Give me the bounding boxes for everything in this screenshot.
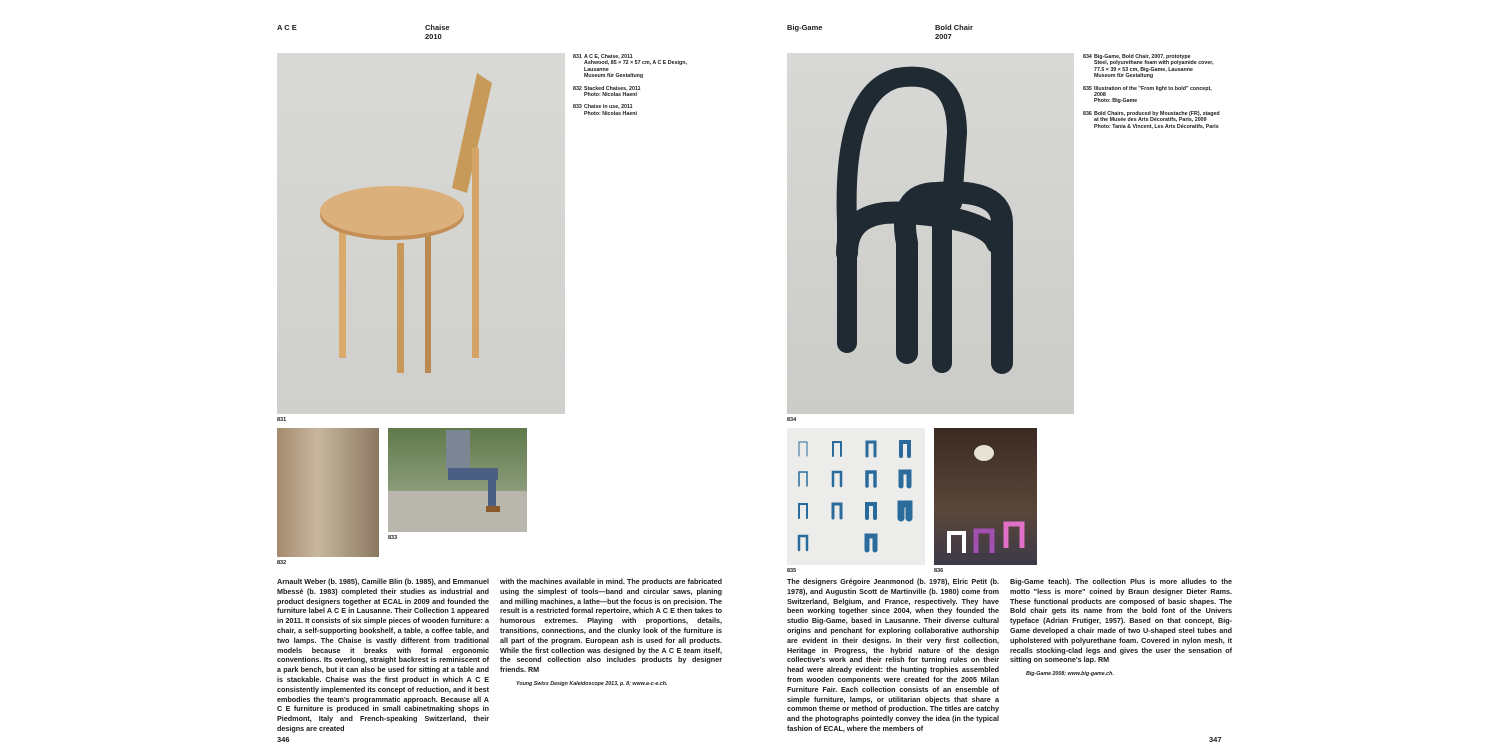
stacked-chaises-photo xyxy=(277,428,379,557)
chair-grid-illustration xyxy=(787,428,925,565)
image-label: 836 xyxy=(934,568,944,574)
body-text-column-2 xyxy=(1010,577,1232,678)
caption-line: A C E, Chaise, 2011 xyxy=(584,54,633,60)
bold-chair-illustration xyxy=(787,53,1074,414)
image-label: 834 xyxy=(787,417,797,423)
page-number: 347 xyxy=(1209,735,1222,744)
caption-line: Steel, polyurethane foam with polyamide cover, xyxy=(1094,60,1214,67)
source-note: Big-Game 2008; www.big-game.ch. xyxy=(1026,671,1114,678)
caption-number: 835 xyxy=(1083,85,1092,92)
image-label: 832 xyxy=(277,560,287,566)
caption-number: 831 xyxy=(573,54,582,60)
caption-835 xyxy=(1083,86,1253,105)
caption-line: 77.5 × 39 × 53 cm, Big-Game, Lausanne xyxy=(1094,66,1193,73)
caption-834 xyxy=(1083,54,1253,80)
caption-number: 833 xyxy=(573,104,582,111)
caption-number: 834 xyxy=(1083,54,1092,60)
body-paragraph: Big-Game teach). The collection Plus is more alludes to the motto "less is more" coined by Braun designer Dieter Rams. These functional products are composed of basic shapes. The Bold chair gets its name from the bold font of the Univers typeface (Adrian Frutiger, 1957). Based on that concept, Big-Game developed a chair made of two U-shaped steel tubes and upholstered with polyurethane foam. Covered in nylon mesh, it recalls stocking-clad legs and gives the user the sensation of sitting on someone's lap. RM xyxy=(1010,577,1232,665)
caption-line: Museum für Gestaltung xyxy=(1094,73,1154,80)
caption-line: Lausanne xyxy=(584,66,609,73)
caption-line: Stacked Chaises, 2011 xyxy=(584,85,641,92)
caption-line: Museum für Gestaltung xyxy=(584,73,644,80)
caption-number: 836 xyxy=(1083,110,1092,117)
body-text-column-1: Arnault Weber (b. 1985), Camille Blin (b. 1985), and Emmanuel Mbessé (b. 1983) completed their studies as industrial and product designers together at ECAL in 2009 and founded the furniture label A C E in Lausanne. Their Collection 1 appeared in 2011. It consists of six simple pieces of wooden furniture: a chair, a self-supporting bookshelf, a table, a coffee table, and two lamps. The Chaise is vastly different from traditional models because it breaks with formal ergonomic conventions. Its overlong, straight backrest is reminiscent of a park bench, but it can also be used for sitting at a table and is stackable. Chaise was the first product in which A C E consistently implemented its concept of reduction, and it best embodies the team's programmatic approach. Because all A C E furniture is produced in small cabinetmaking shops in Piedmont, Italy and French-speaking Switzerland, their designs are created xyxy=(277,577,489,733)
product-title: Chaise xyxy=(425,23,450,32)
image-label: 835 xyxy=(787,568,797,574)
body-text-column-2 xyxy=(500,577,722,688)
light-to-bold-illustration xyxy=(787,428,925,565)
product-heading xyxy=(425,23,450,41)
caption-line: Photo: Nicolas Haeni xyxy=(584,110,637,117)
caption-836 xyxy=(1083,111,1253,130)
caption-line: Bold Chairs, produced by Moustache (FR), staged xyxy=(1094,110,1220,117)
designer-heading: A C E xyxy=(277,23,297,32)
chaise-photo xyxy=(277,53,565,414)
image-label: 831 xyxy=(277,417,287,423)
image-label: 833 xyxy=(388,535,398,541)
caption-832 xyxy=(573,86,733,99)
product-title: Bold Chair xyxy=(935,23,973,32)
wooden-chair-illustration xyxy=(277,53,565,414)
bold-chairs-exhibition-photo xyxy=(934,428,1037,565)
product-year: 2010 xyxy=(425,32,442,41)
product-year: 2007 xyxy=(935,32,952,41)
chaise-in-use-photo xyxy=(388,428,527,532)
designer-heading: Big-Game xyxy=(787,23,823,32)
body-paragraph: with the machines available in mind. The products are fabricated using the simplest of tools—band and circular saws, planing and milling machines, a lathe—but the focus is on precision. The result is a restricted formal repertoire, which A C E then takes to humorous extremes. Playing with proportions, details, transitions, connections, and the clunky look of the furniture is all part of the program. European ash is used for all products. While the first collection was designed by the A C E team itself, the second collection also includes products by designer friends. RM xyxy=(500,577,722,675)
captions-list xyxy=(1083,54,1253,136)
body-text-column-1: The designers Grégoire Jeanmonod (b. 1978), Elric Petit (b. 1978), and Augustin Scott de Martinville (b. 1980) come from Switzerland, Belgium, and France, respectively. They have been working together since 2004, when they founded the studio Big-Game, based in Lausanne. Their diverse cultural origins and penchant for exploring collaborative authorship are evident in their designs. In their very first collection, Heritage in Progress, the hybrid nature of the design collective's work and their relish for turning rules on their head were already evident: the hunting trophies assembled from wooden components were created for the 2005 Milan Furniture Fair. Each collection consists of an ensemble of simple furniture, lamps, or utilitarian objects that share a common theme or method of production. The titles are catchy and the photographs pointedly convey the idea (in the typical fashion of ECAL, where the members of xyxy=(787,577,999,733)
caption-line: Chaise in use, 2011 xyxy=(584,104,633,111)
bold-chair-photo xyxy=(787,53,1074,414)
caption-line: Photo: Nicolas Haeni xyxy=(584,92,637,99)
product-heading xyxy=(935,23,973,41)
page-number: 346 xyxy=(277,735,290,744)
caption-line: Photo: Big-Game xyxy=(1094,98,1138,105)
caption-line: Ashwood, 85 × 72 × 57 cm, A C E Design, xyxy=(584,60,687,67)
caption-833 xyxy=(573,104,733,117)
exhibition-illustration xyxy=(934,428,1037,565)
source-note: Young Swiss Design Kaleidoscope 2013, p. 8; www.a-c-e.ch. xyxy=(516,680,668,687)
caption-line: at the Musée des Arts Décoratifs, Paris, 2009 xyxy=(1094,117,1207,124)
caption-line: 2008 xyxy=(1094,92,1106,99)
caption-number: 832 xyxy=(573,85,582,92)
captions-list xyxy=(573,54,733,123)
person-sitting-illustration xyxy=(388,428,527,532)
caption-line: Illustration of the "From light to bold" concept, xyxy=(1094,85,1212,92)
caption-line: Photo: Tania & Vincent, Les Arts Décoratifs, Paris xyxy=(1094,123,1219,130)
caption-831 xyxy=(573,54,733,80)
caption-line: Big-Game, Bold Chair, 2007, prototype xyxy=(1094,54,1191,60)
